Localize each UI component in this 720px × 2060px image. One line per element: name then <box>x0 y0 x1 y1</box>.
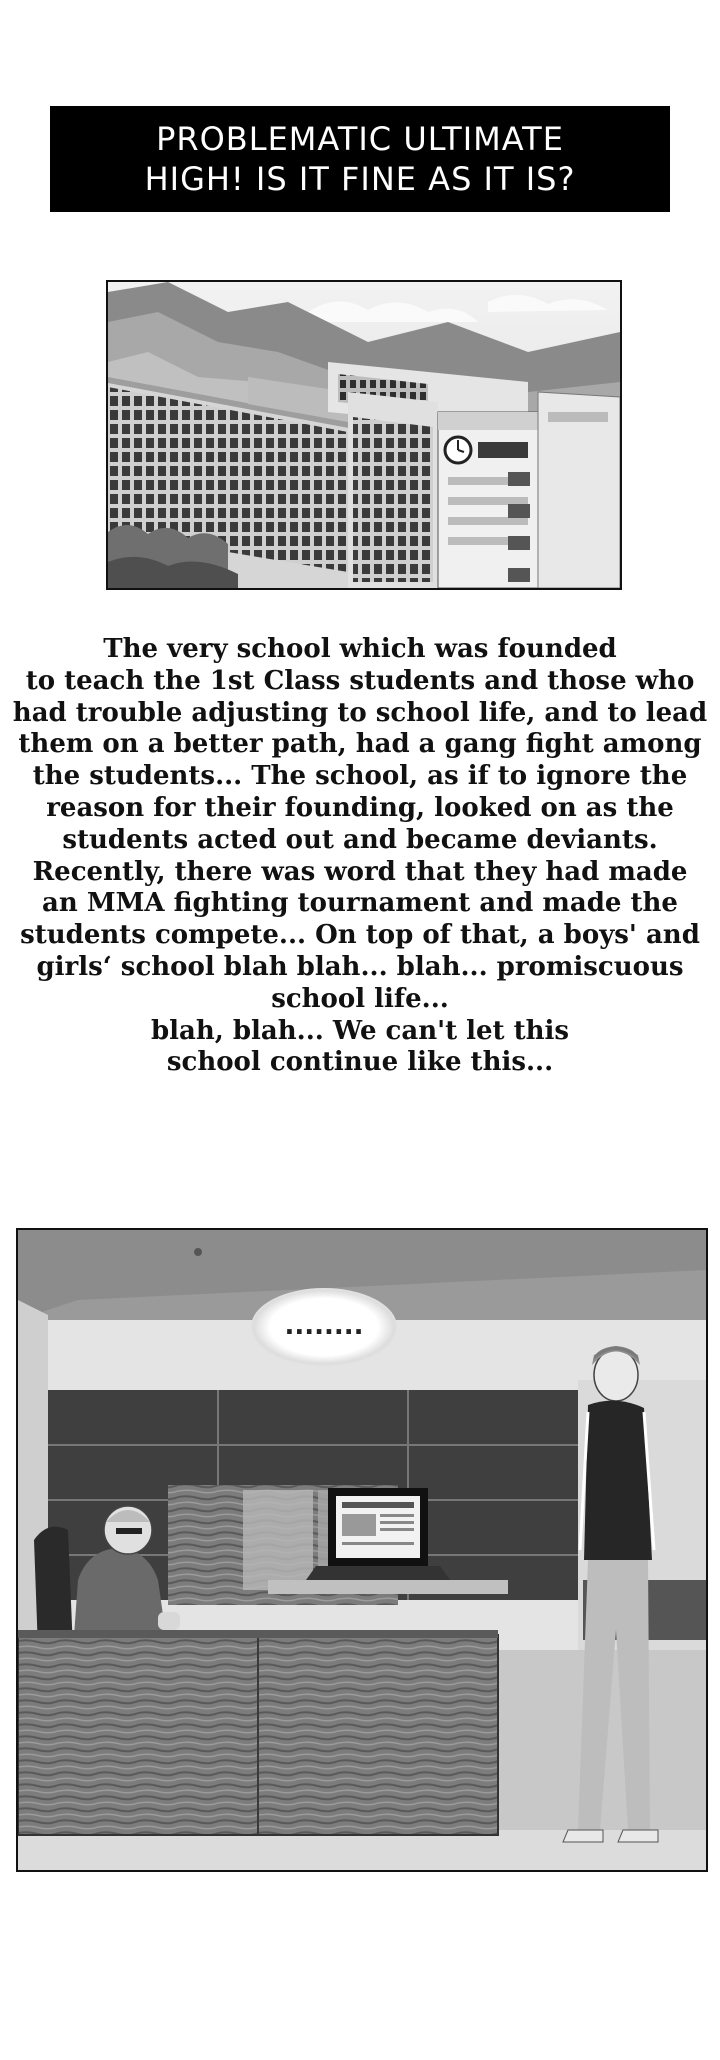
office-scene-illustration <box>18 1230 706 1870</box>
title-line-1: PROBLEMATIC ULTIMATE <box>156 120 564 158</box>
caption-line: an MMA fighting tournament and made the <box>42 888 678 919</box>
caption-line: had trouble adjusting to school life, and to lead <box>12 697 708 728</box>
school-building-illustration <box>108 282 620 588</box>
caption-line: school life... <box>271 983 449 1014</box>
caption-line: Recently, there was word that they had made <box>32 856 688 887</box>
caption-line: students acted out and became deviants. <box>62 824 658 855</box>
caption-line: the students... The school, as if to ignore the <box>32 761 688 792</box>
caption-line: to teach the 1st Class students and those who <box>25 665 695 696</box>
caption-line: reason for their founding, looked on as the <box>46 792 674 823</box>
caption-line: school continue like this... <box>166 1047 554 1078</box>
title-banner <box>50 106 670 212</box>
narration-caption <box>10 634 710 1079</box>
school-building-panel <box>106 280 622 590</box>
caption-line: students compete... On top of that, a boys' and <box>20 920 700 951</box>
title-line-2: HIGH! IS IT FINE AS IT IS? <box>144 160 576 198</box>
caption-line: blah, blah... We can't let this <box>150 1015 570 1046</box>
caption-line: girls‘ school blah blah... blah... promiscuous <box>36 951 684 982</box>
caption-line: them on a better path, had a gang fight among <box>18 729 702 760</box>
speech-bubble-text: ........ <box>284 1311 364 1341</box>
office-scene-panel <box>16 1228 708 1872</box>
caption-line: The very school which was founded <box>103 634 617 664</box>
